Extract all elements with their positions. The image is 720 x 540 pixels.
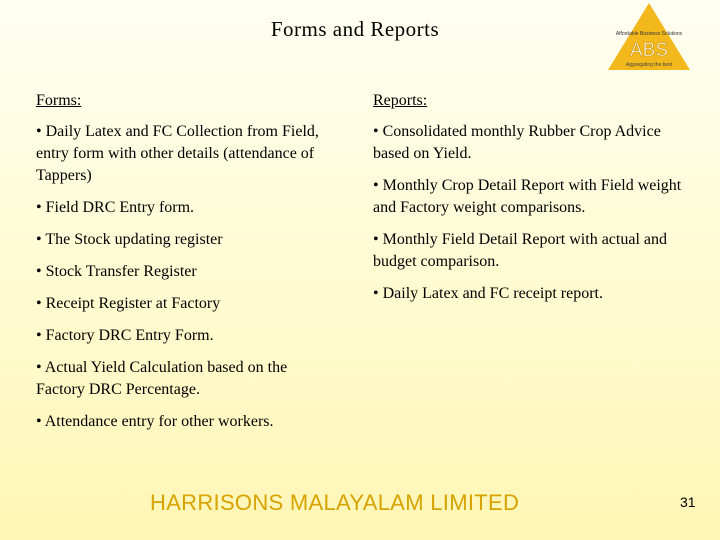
forms-item: • Receipt Register at Factory [36,295,221,312]
forms-item: • Factory DRC Entry Form. [36,327,214,344]
logo-slogan: Aggregating the best [625,62,673,68]
forms-item: • Attendance entry for other workers. [36,413,274,430]
forms-column [36,90,336,443]
slide-title: Forms and Reports [270,17,440,41]
page-number: 31 [680,494,696,510]
forms-item: • Field DRC Entry form. [36,199,195,216]
reports-item: • Consolidated monthly Rubber Crop Advice based on Yield. [373,123,661,162]
footer-company-name: HARRISONS MALAYALAM LIMITED [150,490,520,515]
reports-column [373,90,683,315]
forms-heading: Forms: [36,92,82,109]
reports-item: • Monthly Field Detail Report with actual and budget comparison. [373,231,667,270]
abs-logo-icon [606,2,692,72]
forms-item: • Stock Transfer Register [36,263,197,280]
logo-name: ABS [629,40,669,61]
forms-item: • Actual Yield Calculation based on the Factory DRC Percentage. [36,359,288,398]
reports-item: • Monthly Crop Detail Report with Field weight and Factory weight comparisons. [373,177,682,216]
forms-item: • Daily Latex and FC Collection from Field, entry form with other details (attendance of Tappers) [36,123,319,184]
forms-item: • The Stock updating register [36,231,223,248]
reports-item: • Daily Latex and FC receipt report. [373,285,603,302]
logo-tagline: Affordable Business Solutions [615,31,683,37]
reports-heading: Reports: [373,92,428,109]
